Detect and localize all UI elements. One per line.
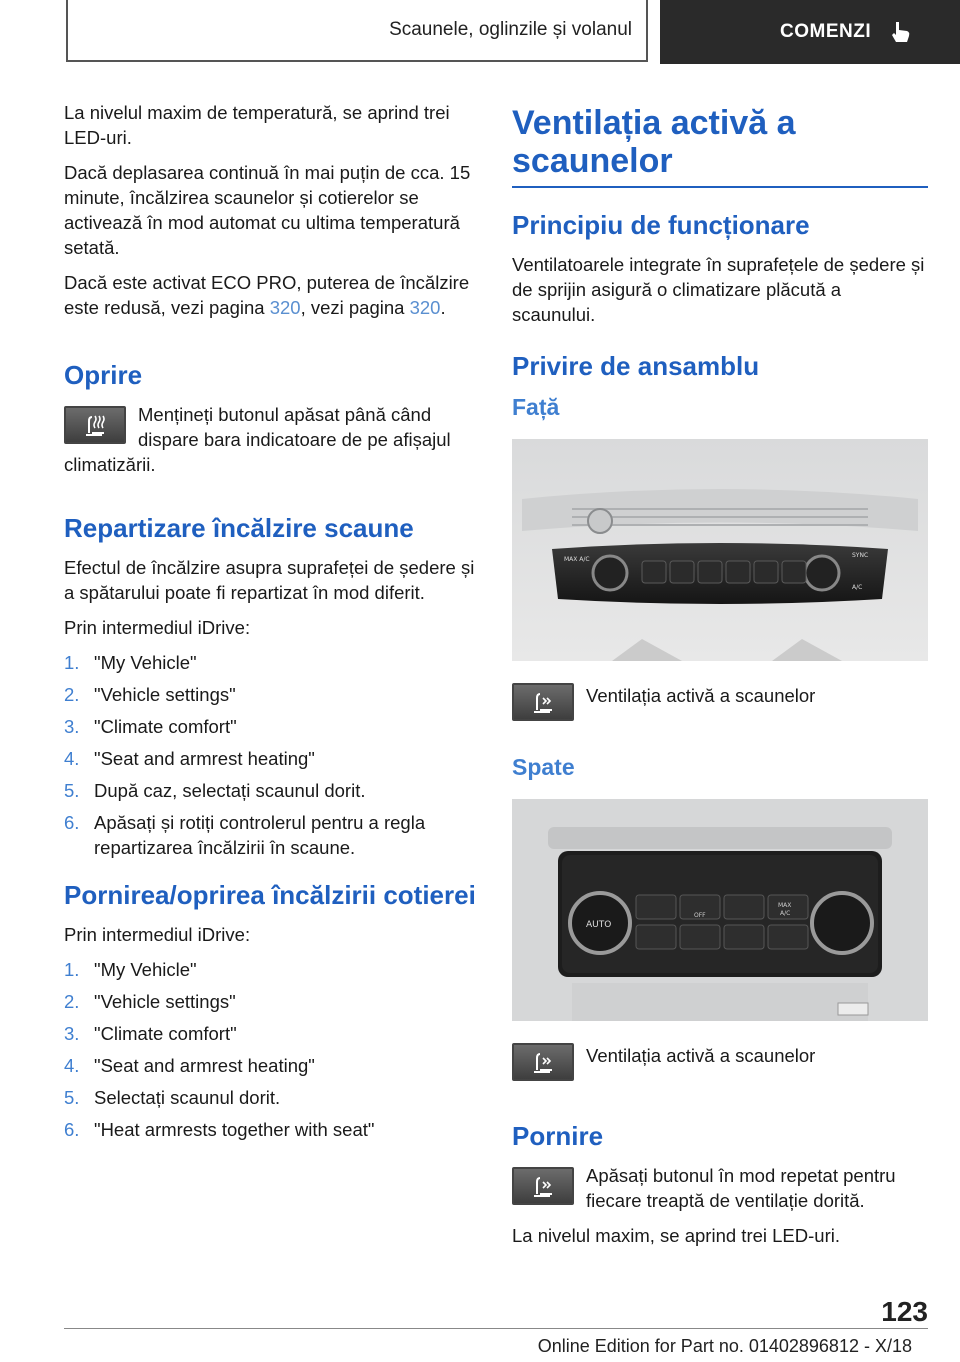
max-ac-label: MAX A/C <box>564 556 590 563</box>
principiu-text: Ventilatoarele integrate în suprafețele de ședere și de sprijin asigură o climatizare plăcută a scaunului. <box>512 254 925 325</box>
section-title: Scaunele, oglinzile și volanul <box>389 19 632 40</box>
list-item: 2. "Vehicle settings" <box>64 991 236 1012</box>
main-title: Ventilația activă a scaunelor <box>512 104 796 180</box>
paragraph-eco-pro: Dacă este activat ECO PRO, puterea de încălzire este redusă, vezi pagina 320, vezi pagina 320. <box>64 272 470 318</box>
list-item: 3. "Climate comfort" <box>64 1023 237 1044</box>
seat-ventilation-icon <box>528 688 558 716</box>
front-climate-panel-image <box>512 439 928 661</box>
repartizare-steps <box>64 650 476 860</box>
right-column <box>512 100 928 1258</box>
max-label: MAX <box>778 902 792 909</box>
chapter-tab[interactable] <box>660 0 960 64</box>
heading-spate: Spate <box>512 754 575 780</box>
seat-heating-button-icon <box>64 406 126 444</box>
heading-repartizare: Repartizare încălzire scaune <box>64 513 414 543</box>
seat-ventilation-icon <box>528 1172 558 1200</box>
page-number: 123 <box>881 1296 928 1327</box>
cotiere-steps <box>64 957 476 1142</box>
list-item: 4. "Seat and armrest heating" <box>64 748 315 769</box>
list-item: 6. Apăsați și rotiți controlerul pentru a regla repartizarea încălzirii în scaune. <box>64 812 426 858</box>
sync-label: SYNC <box>852 552 869 559</box>
left-column <box>64 100 476 1156</box>
fata-caption: Ventilația activă a scaunelor <box>586 685 816 706</box>
repartizare-paragraph: Efectul de încălzire asupra suprafeței de ședere și a spătarului poate fi repartizat în mod diferit. <box>64 557 475 603</box>
list-item: 1. "My Vehicle" <box>64 959 197 980</box>
pointing-hand-icon <box>887 19 913 45</box>
list-item: 4. "Seat and armrest heating" <box>64 1055 315 1076</box>
pornire-text: Apăsați butonul în mod repetat pentru fiecare treaptă de ventilație dorită. <box>586 1165 896 1211</box>
seat-heating-icon <box>80 411 110 439</box>
page-link-320[interactable]: 320 <box>269 297 301 318</box>
list-item: 5. Selectați scaunul dorit. <box>64 1087 281 1108</box>
edition-text: Online Edition for Part no. 01402896812 - X/18 <box>537 1336 912 1356</box>
seat-ventilation-icon <box>528 1048 558 1076</box>
section-tab[interactable] <box>66 0 648 62</box>
seat-ventilation-button-icon <box>512 683 574 721</box>
seat-ventilation-button-icon-rear <box>512 1043 574 1081</box>
rear-climate-panel-image <box>512 799 928 1021</box>
rear-ac-label: A/C <box>780 910 791 917</box>
pornire-led: La nivelul maxim, se aprind trei LED-uri. <box>512 1225 840 1246</box>
list-item: 5. După caz, selectați scaunul dorit. <box>64 780 366 801</box>
ac-label: A/C <box>852 584 863 591</box>
cotiere-idrive: Prin intermediul iDrive: <box>64 924 251 945</box>
paragraph-auto-activation: Dacă deplasarea continuă în mai puțin de cca. 15 minute, încălzirea scaunelor și cotierelor se activează în mod automat cu ultima temperatură setată. <box>64 162 471 258</box>
heading-fata: Față <box>512 394 560 420</box>
seat-ventilation-button-icon-start <box>512 1167 574 1205</box>
list-item: 6. "Heat armrests together with seat" <box>64 1119 375 1140</box>
repartizare-idrive: Prin intermediul iDrive: <box>64 617 251 638</box>
oprire-text: Mențineți butonul apăsat până când dispare bara indicatoare de pe afișajul climatizării. <box>64 404 451 475</box>
heading-cotiere: Pornirea/oprirea încălzirii cotierei <box>64 880 476 910</box>
off-label: OFF <box>694 912 706 919</box>
heading-oprire: Oprire <box>64 360 143 390</box>
paragraph-led: La nivelul maxim de temperatură, se aprind trei LED-uri. <box>64 102 450 148</box>
heading-principiu: Principiu de funcționare <box>512 210 810 240</box>
page-header <box>0 0 960 66</box>
auto-label: AUTO <box>586 920 612 930</box>
page-link-320-second[interactable]: 320 <box>409 297 441 318</box>
spate-caption: Ventilația activă a scaunelor <box>586 1045 816 1066</box>
heading-pornire: Pornire <box>512 1121 604 1151</box>
list-item: 1. "My Vehicle" <box>64 652 197 673</box>
title-rule <box>512 186 928 188</box>
list-item: 2. "Vehicle settings" <box>64 684 236 705</box>
list-item: 3. "Climate comfort" <box>64 716 237 737</box>
chapter-label: COMENZI <box>780 21 872 42</box>
footer-rule <box>64 1328 928 1329</box>
heading-privire: Privire de ansamblu <box>512 351 760 381</box>
